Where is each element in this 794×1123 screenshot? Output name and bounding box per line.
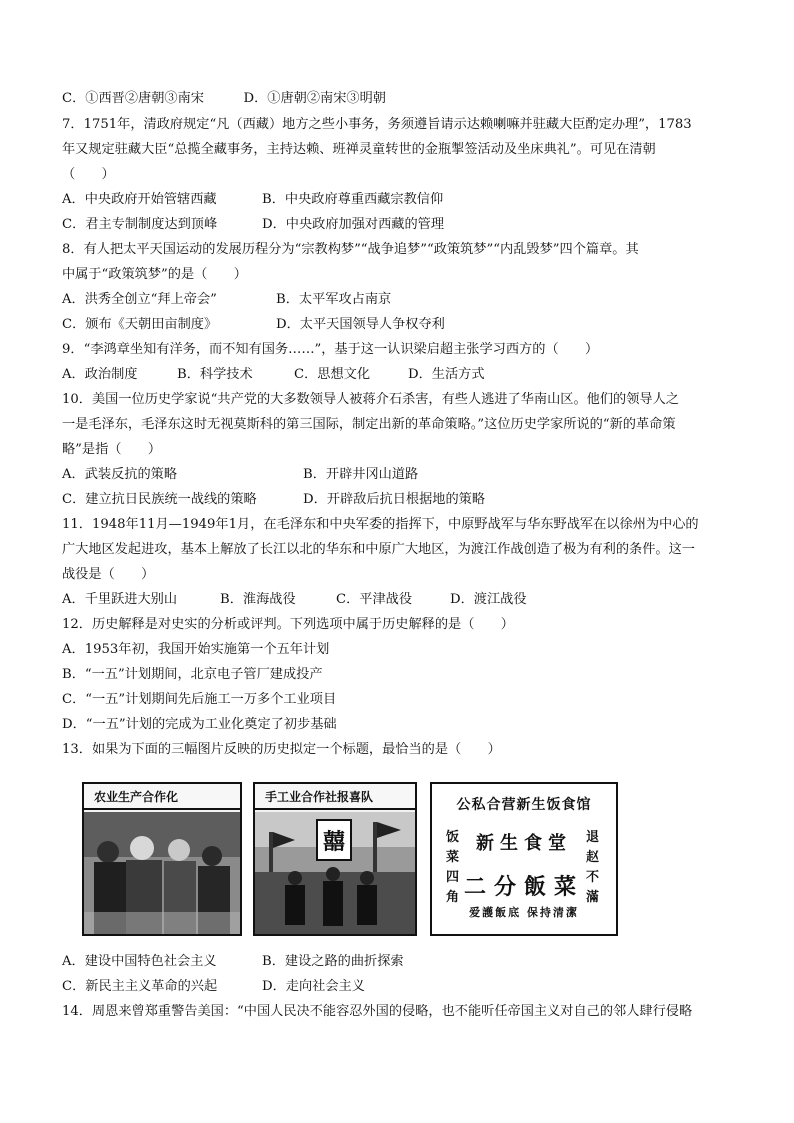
sign-left-text: 饭菜四角 bbox=[446, 830, 460, 905]
q12-stem: 12．历史解释是对史实的分析或评判。下列选项中属于历史解释的是（ ） bbox=[62, 617, 514, 632]
q8-stem-1: 8．有人把太平天国运动的发展历程分为“宗教构梦”“战争追梦”“政策筑梦”“内乱毁梦”四个篇章。其 bbox=[62, 242, 639, 257]
q7-option-a[interactable]: A．中央政府开始管辖西藏 bbox=[62, 192, 217, 207]
q11-option-c[interactable]: C．平津战役 bbox=[336, 592, 413, 607]
q10-stem-3: 略”是指（ ） bbox=[62, 442, 162, 457]
photo-handicraft-cooperative-parade bbox=[253, 782, 417, 936]
photo-image bbox=[255, 812, 415, 934]
q14-stem: 14．周恩来曾郑重警告美国：“中国人民决不能容忍外国的侵略，也不能听任帝国主义对自己的邻人肆行侵略 bbox=[62, 1004, 693, 1019]
q10-option-c[interactable]: C．建立抗日民族统一战线的策略 bbox=[62, 492, 257, 507]
sign-center-line-2: 二分飯菜 bbox=[463, 874, 584, 900]
q8-option-c[interactable]: C．颁布《天朝田亩制度》 bbox=[62, 317, 218, 332]
q11-stem-3: 战役是（ ） bbox=[62, 567, 155, 582]
q13-option-b[interactable]: B．建设之路的曲折探索 bbox=[262, 954, 404, 969]
q8-stem-2: 中属于“政策筑梦”的是（ ） bbox=[62, 267, 247, 282]
q7-stem-1: 7．1751年，清政府规定“凡（西藏）地方之些小事务，务须遵旨请示达赖喇嘛并驻藏大臣酌定办理”，1783 bbox=[62, 117, 692, 132]
q9-option-a[interactable]: A．政治制度 bbox=[62, 367, 138, 382]
q13-option-a[interactable]: A．建设中国特色社会主义 bbox=[62, 954, 217, 969]
q8-option-b[interactable]: B．太平军攻占南京 bbox=[276, 292, 392, 307]
q9-option-b[interactable]: B．科学技术 bbox=[177, 367, 253, 382]
q10-option-b[interactable]: B．开辟井冈山道路 bbox=[303, 467, 419, 482]
q13-stem: 13．如果为下面的三幅图片反映的历史拟定一个标题，最恰当的是（ ） bbox=[62, 742, 501, 757]
q13-option-c[interactable]: C．新民主主义革命的兴起 bbox=[62, 979, 218, 994]
q10-stem-2: 一是毛泽东，毛泽东这时无视莫斯科的第三国际，制定出新的革命策略。”这位历史学家所说的“新的革命策 bbox=[62, 417, 676, 432]
q7-option-d[interactable]: D．中央政府加强对西藏的管理 bbox=[262, 217, 445, 232]
photo-agricultural-cooperative bbox=[82, 782, 242, 936]
q10-stem-1: 10．美国一位历史学家说“共产党的大多数领导人被蒋介石杀害，有些人逃进了华南山区。他们的领导人之 bbox=[62, 392, 679, 407]
q13-option-d[interactable]: D．走向社会主义 bbox=[262, 979, 365, 994]
q12-option-a[interactable]: A．1953年初，我国开始实施第一个五年计划 bbox=[62, 642, 330, 657]
q6-options-cd: C．①西晋②唐朝③南宋 D．①唐朝②南宋③明朝 bbox=[62, 91, 386, 106]
q11-option-a[interactable]: A．千里跃进大别山 bbox=[62, 592, 178, 607]
photo-caption: 手工业合作社报喜队 bbox=[255, 784, 415, 810]
q9-option-d[interactable]: D．生活方式 bbox=[408, 367, 485, 382]
q12-option-b[interactable]: B．“一五”计划期间，北京电子管厂建成投产 bbox=[62, 667, 323, 682]
q10-option-a[interactable]: A．武装反抗的策略 bbox=[62, 467, 178, 482]
q9-stem: 9．“李鸿章坐知有洋务，而不知有国务……”，基于这一认识梁启超主张学习西方的（ ） bbox=[62, 342, 599, 357]
q11-option-b[interactable]: B．淮海战役 bbox=[220, 592, 296, 607]
q12-option-d[interactable]: D．“一五”计划的完成为工业化奠定了初步基础 bbox=[62, 717, 337, 732]
photo-image bbox=[84, 812, 240, 934]
q12-option-c[interactable]: C．“一五”计划期间先后施工一万多个工业项目 bbox=[62, 692, 337, 707]
sign-center-line-1: 新生食堂 bbox=[476, 833, 572, 854]
q11-stem-2: 广大地区发起进攻，基本上解放了长江以北的华东和中原广大地区，为渡江作战创造了极为有利的条件。这一 bbox=[62, 542, 695, 557]
q10-option-d[interactable]: D．开辟敌后抗日根据地的策略 bbox=[303, 492, 486, 507]
q7-stem-2: 年又规定驻藏大臣“总揽全藏事务，主持达赖、班禅灵童转世的金瓶掣签活动及坐床典礼”。可见在清朝 bbox=[62, 142, 656, 157]
q11-stem-1: 11．1948年11月—1949年1月，在毛泽东和中央军委的指挥下，中原野战军与华东野战军在以徐州为中心的 bbox=[62, 517, 699, 532]
photo-caption: 农业生产合作化 bbox=[84, 784, 240, 810]
sign-bottom-text: 爱護飯底 保持清潔 bbox=[469, 906, 579, 919]
sign-title: 公私合营新生饭食馆 bbox=[456, 797, 592, 813]
q8-option-d[interactable]: D．太平天国领导人争权夺利 bbox=[276, 317, 445, 332]
q8-option-a[interactable]: A．洪秀全创立“拜上帝会” bbox=[62, 292, 217, 307]
happiness-sign: 囍 bbox=[322, 829, 346, 855]
photo-joint-venture-restaurant-sign bbox=[430, 782, 618, 936]
q7-option-b[interactable]: B．中央政府尊重西藏宗教信仰 bbox=[262, 192, 444, 207]
q7-stem-3: （ ） bbox=[62, 167, 115, 182]
q9-option-c[interactable]: C．思想文化 bbox=[294, 367, 371, 382]
sign-right-text: 退赵不滿 bbox=[586, 830, 600, 905]
q11-option-d[interactable]: D．渡江战役 bbox=[450, 592, 527, 607]
q7-option-c[interactable]: C．君主专制制度达到顶峰 bbox=[62, 217, 218, 232]
